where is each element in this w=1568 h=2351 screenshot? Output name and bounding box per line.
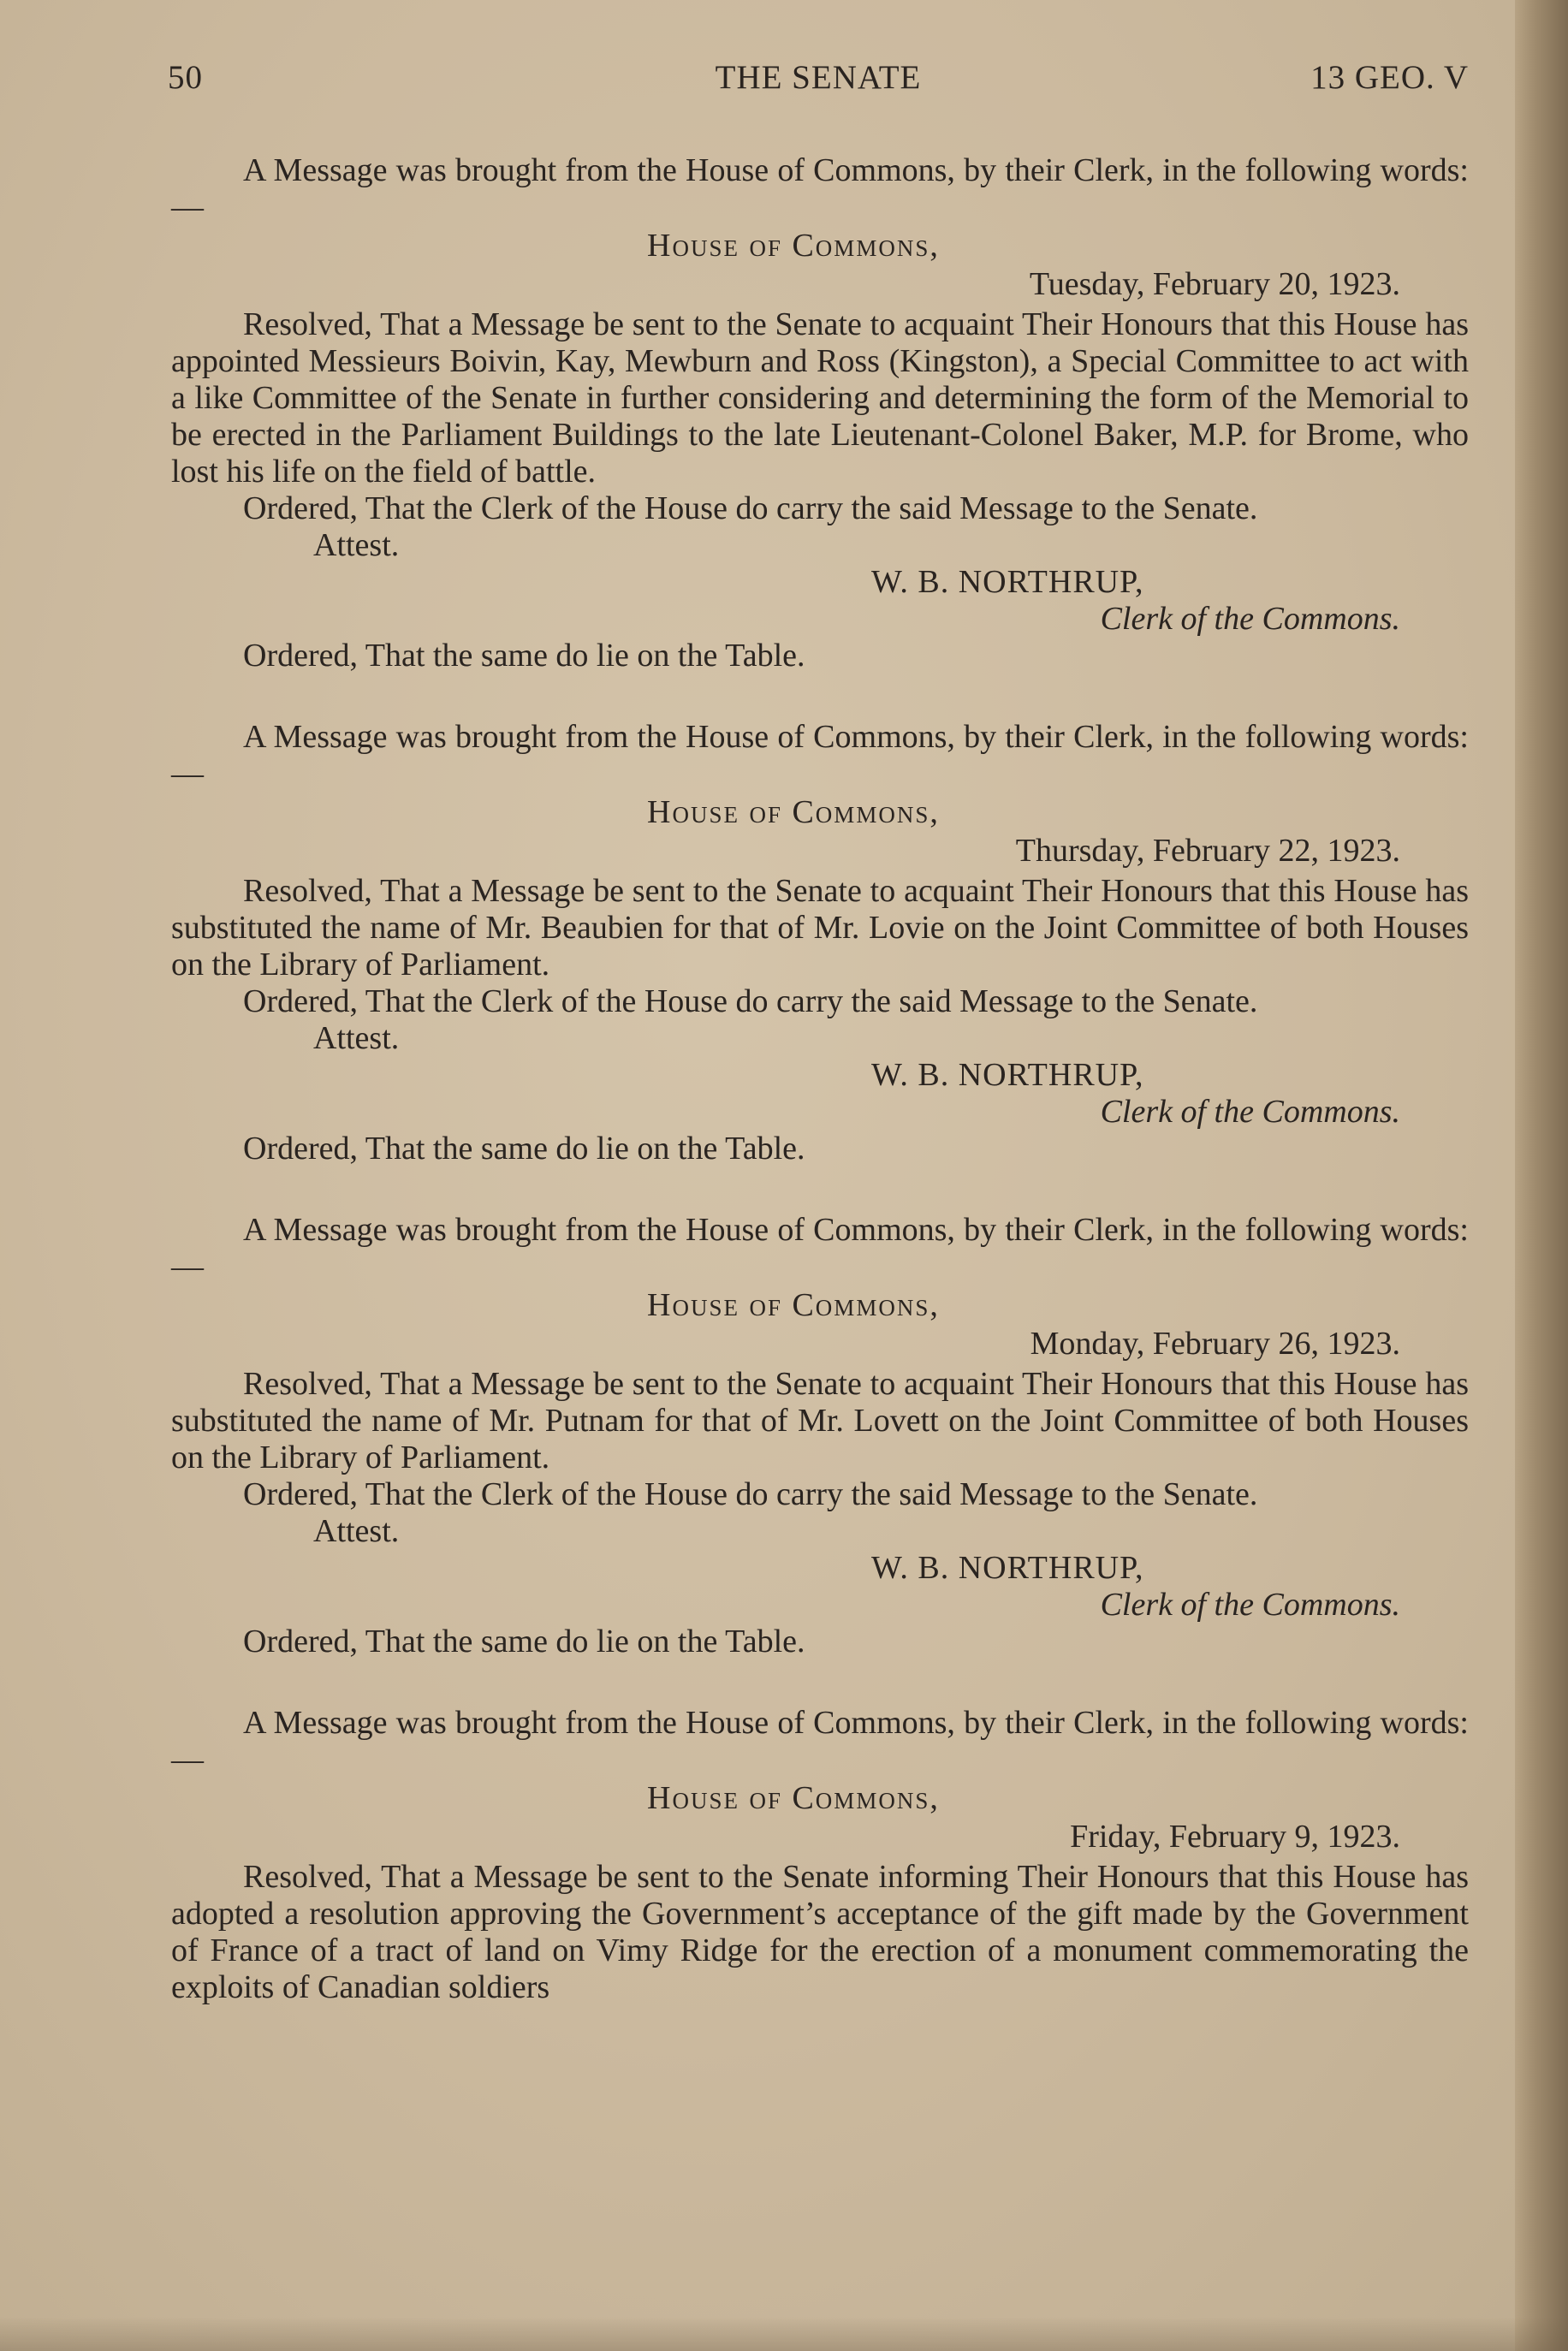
house-heading: House of Commons, [647, 1287, 940, 1323]
attest-label: Attest. [313, 1513, 400, 1549]
message-block-4 [171, 1705, 1469, 2006]
regnal-year: 13 GEO. V [1310, 59, 1469, 96]
message-intro: A Message was brought from the House of Commons, by their Clerk, in the following words:— [171, 719, 1469, 792]
message-intro: A Message was brought from the House of Commons, by their Clerk, in the following words:— [171, 1212, 1469, 1285]
clerk-title: Clerk of the Commons. [1100, 1094, 1400, 1130]
signer-name: W. B. NORTHRUP, [871, 1057, 1144, 1093]
signer-name: W. B. NORTHRUP, [871, 1550, 1144, 1586]
running-title: THE SENATE [715, 59, 922, 96]
resolution-text: Resolved, That a Message be sent to the Senate to acquaint Their Honours that this House has substituted the name of Mr. Beaubien for that of Mr. Lovie on the Joint Committee of both Houses on the Library of Parliament. [171, 873, 1469, 983]
message-block-1 [171, 152, 1469, 674]
order-text: Ordered, That the Clerk of the House do carry the said Message to the Senate. [243, 1476, 1258, 1512]
message-intro: A Message was brought from the House of Commons, by their Clerk, in the following words:— [171, 152, 1469, 225]
table-order: Ordered, That the same do lie on the Table. [243, 638, 805, 674]
house-heading: House of Commons, [647, 794, 940, 830]
message-block-2 [171, 719, 1469, 1167]
signer-name: W. B. NORTHRUP, [871, 564, 1144, 600]
table-order: Ordered, That the same do lie on the Table. [243, 1624, 805, 1659]
resolution-text: Resolved, That a Message be sent to the Senate informing Their Honours that this House has adopted a resolution approving the Government’s acceptance of the gift made by the Government of France of a tract of land on Vimy Ridge for the erection of a monument commemorating the exploits of Canadian soldiers [171, 1859, 1469, 2005]
clerk-title: Clerk of the Commons. [1100, 601, 1400, 637]
running-header [168, 58, 1469, 101]
page-bottom-shadow [0, 2317, 1568, 2351]
attest-label: Attest. [313, 1020, 400, 1056]
message-intro: A Message was brought from the House of Commons, by their Clerk, in the following words:— [171, 1705, 1469, 1778]
message-date: Tuesday, February 20, 1923. [1029, 266, 1400, 302]
message-date: Monday, February 26, 1923. [1030, 1326, 1400, 1362]
attest-label: Attest. [313, 527, 400, 563]
resolution-text: Resolved, That a Message be sent to the Senate to acquaint Their Honours that this House has appointed Messieurs Boivin, Kay, Mewburn and Ross (Kingston), a Special Committee to act with a like Committee of the Senate in further considering and determining the form of the Memorial to be erected in the Parliament Buildings to the late Lieutenant-Colonel Baker, M.P. for Brome, who lost his life on the field of battle. [171, 306, 1469, 490]
order-text: Ordered, That the Clerk of the House do carry the said Message to the Senate. [243, 983, 1258, 1019]
message-block-3 [171, 1212, 1469, 1660]
resolution-text: Resolved, That a Message be sent to the Senate to acquaint Their Honours that this House has substituted the name of Mr. Putnam for that of Mr. Lovett on the Joint Committee of both Houses on the Library of Parliament. [171, 1366, 1469, 1475]
page-number: 50 [168, 59, 203, 96]
house-heading: House of Commons, [647, 1780, 940, 1816]
message-date: Thursday, February 22, 1923. [1015, 833, 1400, 869]
journal-body [171, 152, 1469, 2006]
order-text: Ordered, That the Clerk of the House do carry the said Message to the Senate. [243, 490, 1258, 526]
clerk-title: Clerk of the Commons. [1100, 1587, 1400, 1623]
message-date: Friday, February 9, 1923. [1070, 1819, 1400, 1855]
page-binding-edge [1515, 0, 1568, 2351]
house-heading: House of Commons, [647, 228, 940, 264]
table-order: Ordered, That the same do lie on the Table. [243, 1131, 805, 1167]
